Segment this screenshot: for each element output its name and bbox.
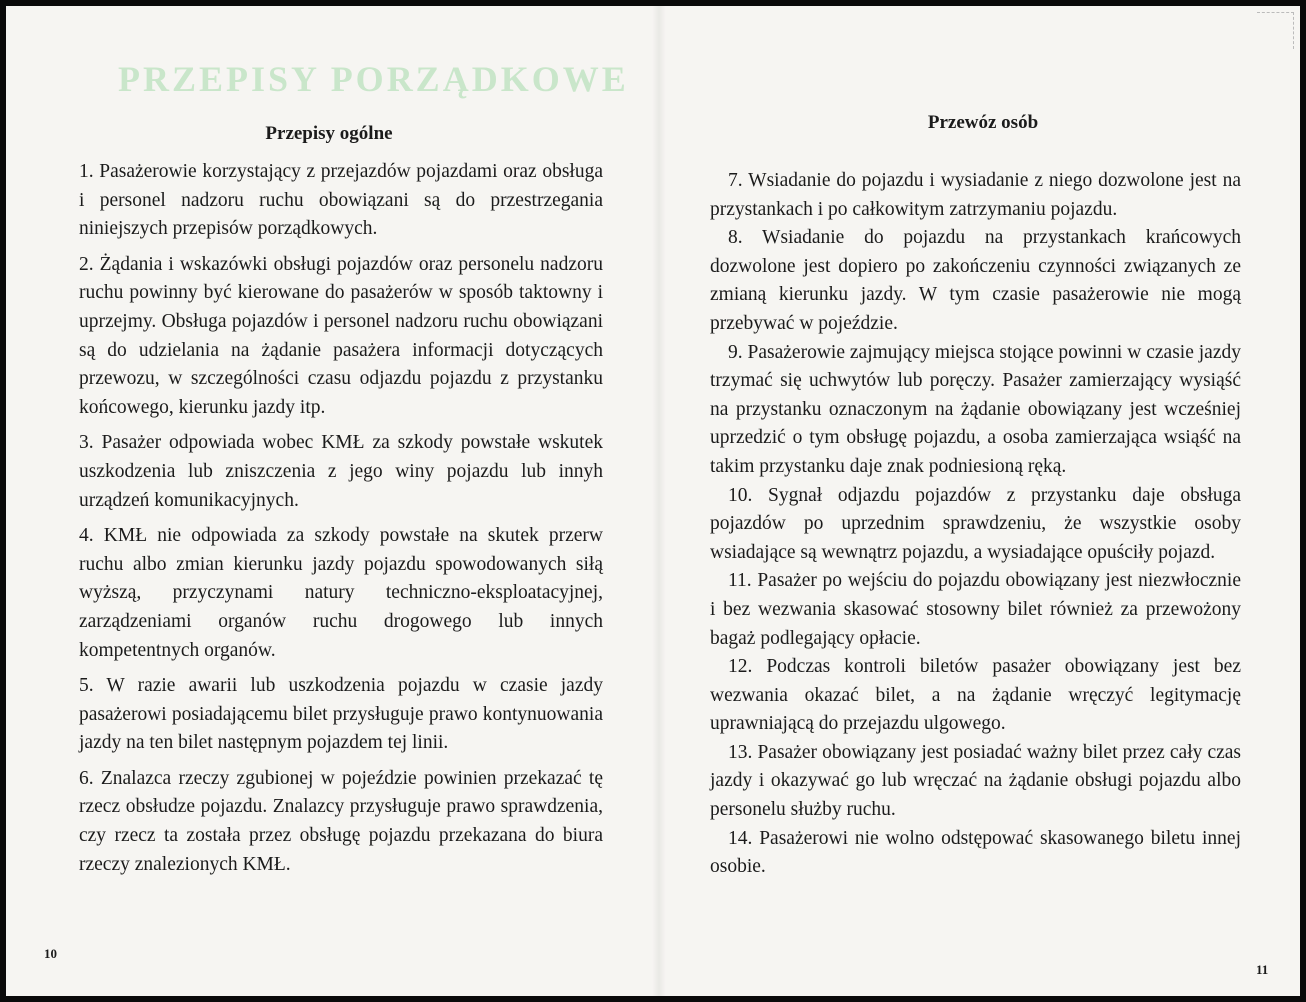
right-page-body bbox=[710, 167, 1241, 882]
book-spread bbox=[6, 6, 1300, 996]
rule-paragraph-13: 13. Pasażer obowiązany jest posiadać ważny bilet przez cały czas jazdy i okazywać go lub wręczać na żądanie obsługi pojazdu albo personelu służby ruchu. bbox=[710, 741, 1241, 821]
heading-passenger-transport: Przewóz osób bbox=[927, 112, 1039, 133]
heading-general-rules: Przepisy ogólne bbox=[265, 123, 393, 144]
right-page bbox=[666, 6, 1300, 996]
rule-paragraph-6: 6. Znalazca rzeczy zgubionej w pojeździe powinien przekazać tę rzecz obsłudze pojazdu. Znalazcy przysługuje prawo sprawdzenia, czy rzecz ta została przez obsługę pojazdu przekazana do biura rzeczy znalezionych KMŁ. bbox=[79, 767, 603, 875]
corner-mark bbox=[1257, 12, 1294, 49]
rule-paragraph-4: 4. KMŁ nie odpowiada za szkody powstałe na skutek przerw ruchu albo zmian kierunku jazdy pojazdu spowodowanych siłą wyższą, przyczynami natury techniczno-eksploatacyjnej, zarządzeniami organów ruchu drogowego lub innych kompetentnych organów. bbox=[79, 525, 603, 661]
rule-paragraph-1: 1. Pasażerowie korzystający z przejazdów pojazdami oraz obsługa i personel nadzoru ruchu obowiązani są do przestrzegania niniejszych przepisów porządkowych. bbox=[79, 161, 603, 240]
rule-paragraph-14: 14. Pasażerowi nie wolno odstępować skasowanego biletu innej osobie. bbox=[710, 827, 1241, 878]
rule-paragraph-2: 2. Żądania i wskazówki obsługi pojazdów oraz personelu nadzoru ruchu powinny być kierowane do pasażerów w sposób taktowny i uprzejmy. Obsługa pojazdów i personel nadzoru ruchu obowiązani są do udzielania na żądanie pasażera informacji dotyczących przewozu, w szczególności czasu odjazdu pojazdu z przystanku końcowego, kierunku jazdy itp. bbox=[79, 253, 603, 418]
rule-paragraph-5: 5. W razie awarii lub uszkodzenia pojazdu w czasie jazdy pasażerowi posiadającemu bilet przysługuje prawo kontynuowania jazdy na ten bilet następnym pojazdem tej linii. bbox=[79, 675, 603, 754]
page-number-left: 10 bbox=[44, 946, 57, 961]
rule-paragraph-3: 3. Pasażer odpowiada wobec KMŁ za szkody powstałe wskutek uszkodzenia lub zniszczenia z jego winy pojazdu lub innyh urządzeń komunikacyjnych. bbox=[79, 432, 603, 511]
rule-paragraph-9: 9. Pasażerowie zajmujący miejsca stojące powinni w czasie jazdy trzymać się uchwytów lub poręczy. Pasażer zamierzający wysiąść na przystanku oznaczonym na żądanie obowiązany jest wcześniej uprzedzić o tym obsługę pojazdu, a osoba zamierzająca wsiąść na takim przystanku daje znak podniesioną ręką. bbox=[710, 341, 1241, 477]
rule-paragraph-12: 12. Podczas kontroli biletów pasażer obowiązany jest bez wezwania okazać bilet, a na żądanie wręczyć legitymację uprawniającą do przejazdu ulgowego. bbox=[710, 656, 1241, 735]
section-title-bleed-through: PRZEPISY PORZĄDKOWE bbox=[118, 59, 629, 99]
rule-paragraph-8: 8. Wsiadanie do pojazdu na przystankach krańcowych dozwolone jest dopiero po zakończeniu czynności związanych ze zmianą kierunku jazdy. W tym czasie pasażerowie nie mogą przebywać w pojeździe. bbox=[710, 227, 1241, 334]
page-number-right: 11 bbox=[1256, 962, 1269, 977]
book-gutter bbox=[652, 6, 666, 996]
rule-paragraph-10: 10. Sygnał odjazdu pojazdów z przystanku daje obsługa pojazdów po uprzednim sprawdzeniu, że wszystkie osoby wsiadające są wewnątrz pojazdu, a wysiadające opuściły pojazd. bbox=[710, 484, 1241, 563]
left-page-body bbox=[79, 158, 603, 886]
rule-paragraph-11: 11. Pasażer po wejściu do pojazdu obowiązany jest niezwłocznie i bez wezwania skasować stosowny bilet również za przewożony bagaż podlegający opłacie. bbox=[710, 570, 1241, 649]
left-page bbox=[6, 6, 652, 996]
rule-paragraph-7: 7. Wsiadanie do pojazdu i wysiadanie z niego dozwolone jest na przystankach i po całkowitym zatrzymaniu pojazdu. bbox=[710, 170, 1241, 220]
